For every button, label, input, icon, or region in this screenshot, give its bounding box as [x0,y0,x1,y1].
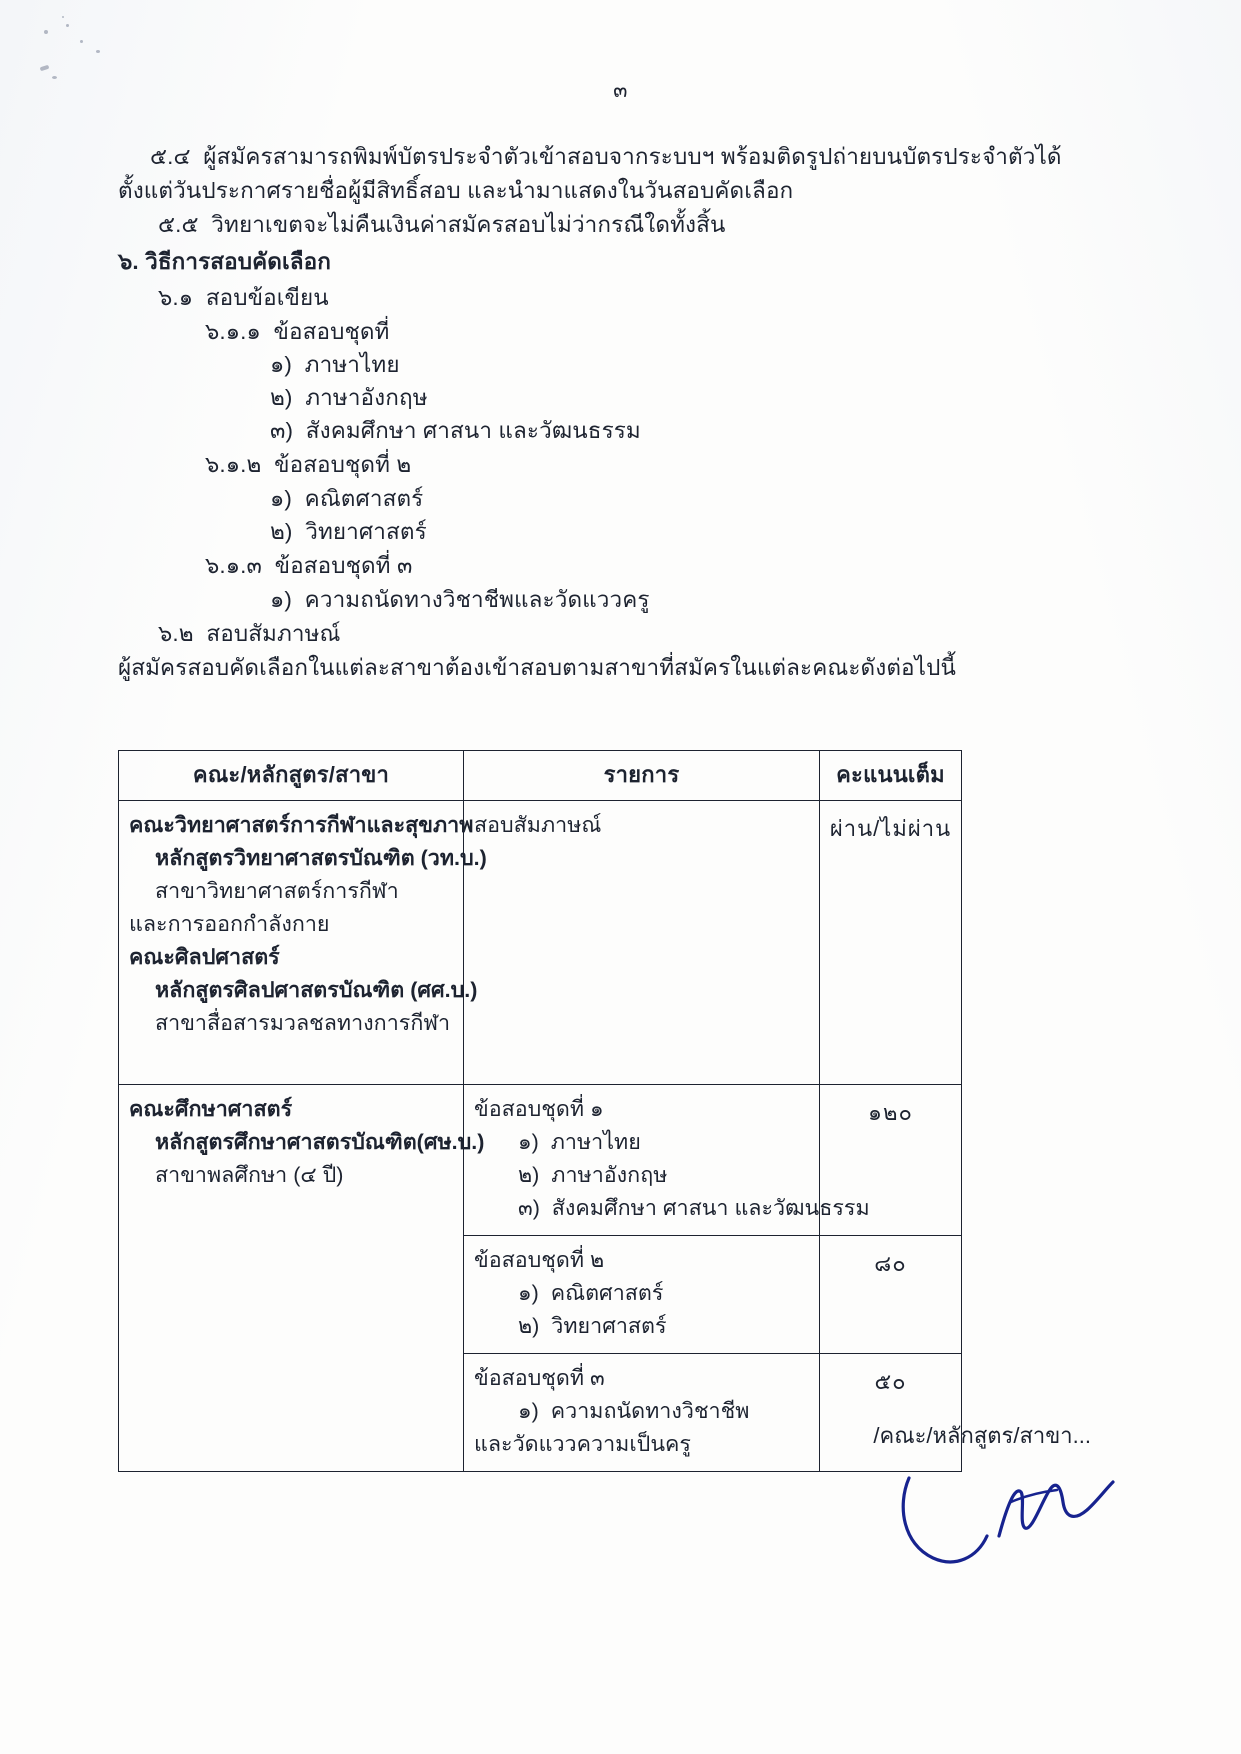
exam-set-title: ข้อสอบชุดที่ ๑ [474,1097,604,1121]
major-name-2: สาขาสื่อสารมวลชลทางการกีฬา [155,1011,451,1035]
item-6-1-2-sub-2: ๒) วิทยาศาสตร์ [270,519,427,544]
scan-speck [40,65,50,72]
score-cell-interview [820,801,962,1085]
faculty-cell-education [119,1085,485,1472]
score-cell-set-2 [820,1236,962,1354]
item-cell-set-3 [464,1354,820,1472]
item-6-1-2: ๖.๑.๒ ข้อสอบชุดที่ ๒ [205,452,412,477]
faculty-name-2: คณะศิลปศาสตร์ [129,945,280,969]
exam-subject: ๒) วิทยาศาสตร์ [518,1314,667,1338]
item-cell-interview [464,801,820,1085]
exam-subject: ๓) สังคมศึกษา ศาสนา และวัฒนธรรม [518,1196,870,1220]
item-6-1-1-sub-1: ๑) ภาษาไทย [270,352,400,377]
column-header-item: รายการ [464,751,820,801]
column-header-score: คะแนนเต็ม [820,751,962,801]
paragraph-5-4-line2: ตั้งแต่วันประกาศรายชื่อผู้มีสิทธิ์สอบ และนำมาแสดงในวันสอบคัดเลือก [118,178,794,203]
table-row [119,801,962,1085]
exam-subject-cont: และวัดแววความเป็นครู [474,1432,691,1456]
item-6-1-1-sub-2: ๒) ภาษาอังกฤษ [270,385,428,410]
scan-speck [62,16,64,18]
exam-subject: ๑) คณิตศาสตร์ [518,1281,664,1305]
faculty-name: คณะวิทยาศาสตร์การกีฬาและสุขภาพ [129,813,474,837]
exam-subject: ๑) ความถนัดทางวิชาชีพ [518,1399,750,1423]
score-value: ๕๐ [874,1369,907,1394]
program-name: หลักสูตรศึกษาศาสตรบัณฑิต(ศษ.บ.) [155,1130,485,1154]
scan-speck [80,40,83,43]
exam-subject: ๑) ภาษาไทย [518,1130,641,1154]
signature [891,1440,1131,1590]
faculty-name: คณะศึกษาศาสตร์ [129,1097,293,1121]
major-name: สาขาพลศึกษา (๔ ปี) [155,1163,344,1187]
program-name-2: หลักสูตรศิลปศาสตรบัณฑิต (ศศ.บ.) [155,978,478,1002]
continuation-note: /คณะ/หลักสูตร/สาขา... [873,1423,1091,1448]
table-header-row [119,751,962,801]
item-6-1-1-sub-3: ๓) สังคมศึกษา ศาสนา และวัฒนธรรม [270,418,641,443]
score-value: ๘๐ [874,1251,907,1276]
item-6-1-2-sub-1: ๑) คณิตศาสตร์ [270,486,424,511]
score-value: ผ่าน/ไม่ผ่าน [829,816,952,841]
major-name: สาขาวิทยาศาสตร์การกีฬา [155,879,399,903]
item-6-1-1: ๖.๑.๑ ข้อสอบชุดที่ [205,319,390,344]
program-name: หลักสูตรวิทยาศาสตรบัณฑิต (วท.บ.) [155,846,487,870]
score-value: ๑๒๐ [868,1100,913,1125]
heading-6: ๖. วิธีการสอบคัดเลือก [118,249,331,274]
faculty-cell-sports-science [119,801,487,1085]
item-6-1: ๖.๑ สอบข้อเขียน [158,285,329,310]
exam-subject: ๒) ภาษาอังกฤษ [518,1163,668,1187]
paragraph-5-4-line1: ๕.๔ ผู้สมัครสามารถพิมพ์บัตรประจำตัวเข้าสอบจากระบบฯ พร้อมติดรูปถ่ายบนบัตรประจำตัวได้ [150,144,1062,169]
item-cell-set-1 [464,1085,870,1236]
exam-set-title: ข้อสอบชุดที่ ๒ [474,1248,605,1272]
item-cell-set-2 [464,1236,820,1354]
major-name-cont: และการออกกำลังกาย [129,912,330,936]
item-6-1-3: ๖.๑.๓ ข้อสอบชุดที่ ๓ [205,553,413,578]
scan-speck [66,24,69,27]
exam-table [118,750,962,1472]
page-number: ๓ [613,79,628,102]
paragraph-5-5: ๕.๕ วิทยาเขตจะไม่คืนเงินค่าสมัครสอบไม่ว่ากรณีใดทั้งสิ้น [158,212,726,237]
scan-speck [96,50,100,53]
scan-speck [44,30,48,34]
table-row [119,1085,962,1236]
exam-item: สอบสัมภาษณ์ [474,813,602,837]
table-intro-text: ผู้สมัครสอบคัดเลือกในแต่ละสาขาต้องเข้าสอบตามสาขาที่สมัครในแต่ละคณะดังต่อไปนี้ [118,655,956,680]
column-header-faculty: คณะ/หลักสูตร/สาขา [119,751,464,801]
exam-set-title: ข้อสอบชุดที่ ๓ [474,1366,605,1390]
item-6-2: ๖.๒ สอบสัมภาษณ์ [158,621,341,646]
item-6-1-3-sub-1: ๑) ความถนัดทางวิชาชีพและวัดแววครู [270,587,650,612]
